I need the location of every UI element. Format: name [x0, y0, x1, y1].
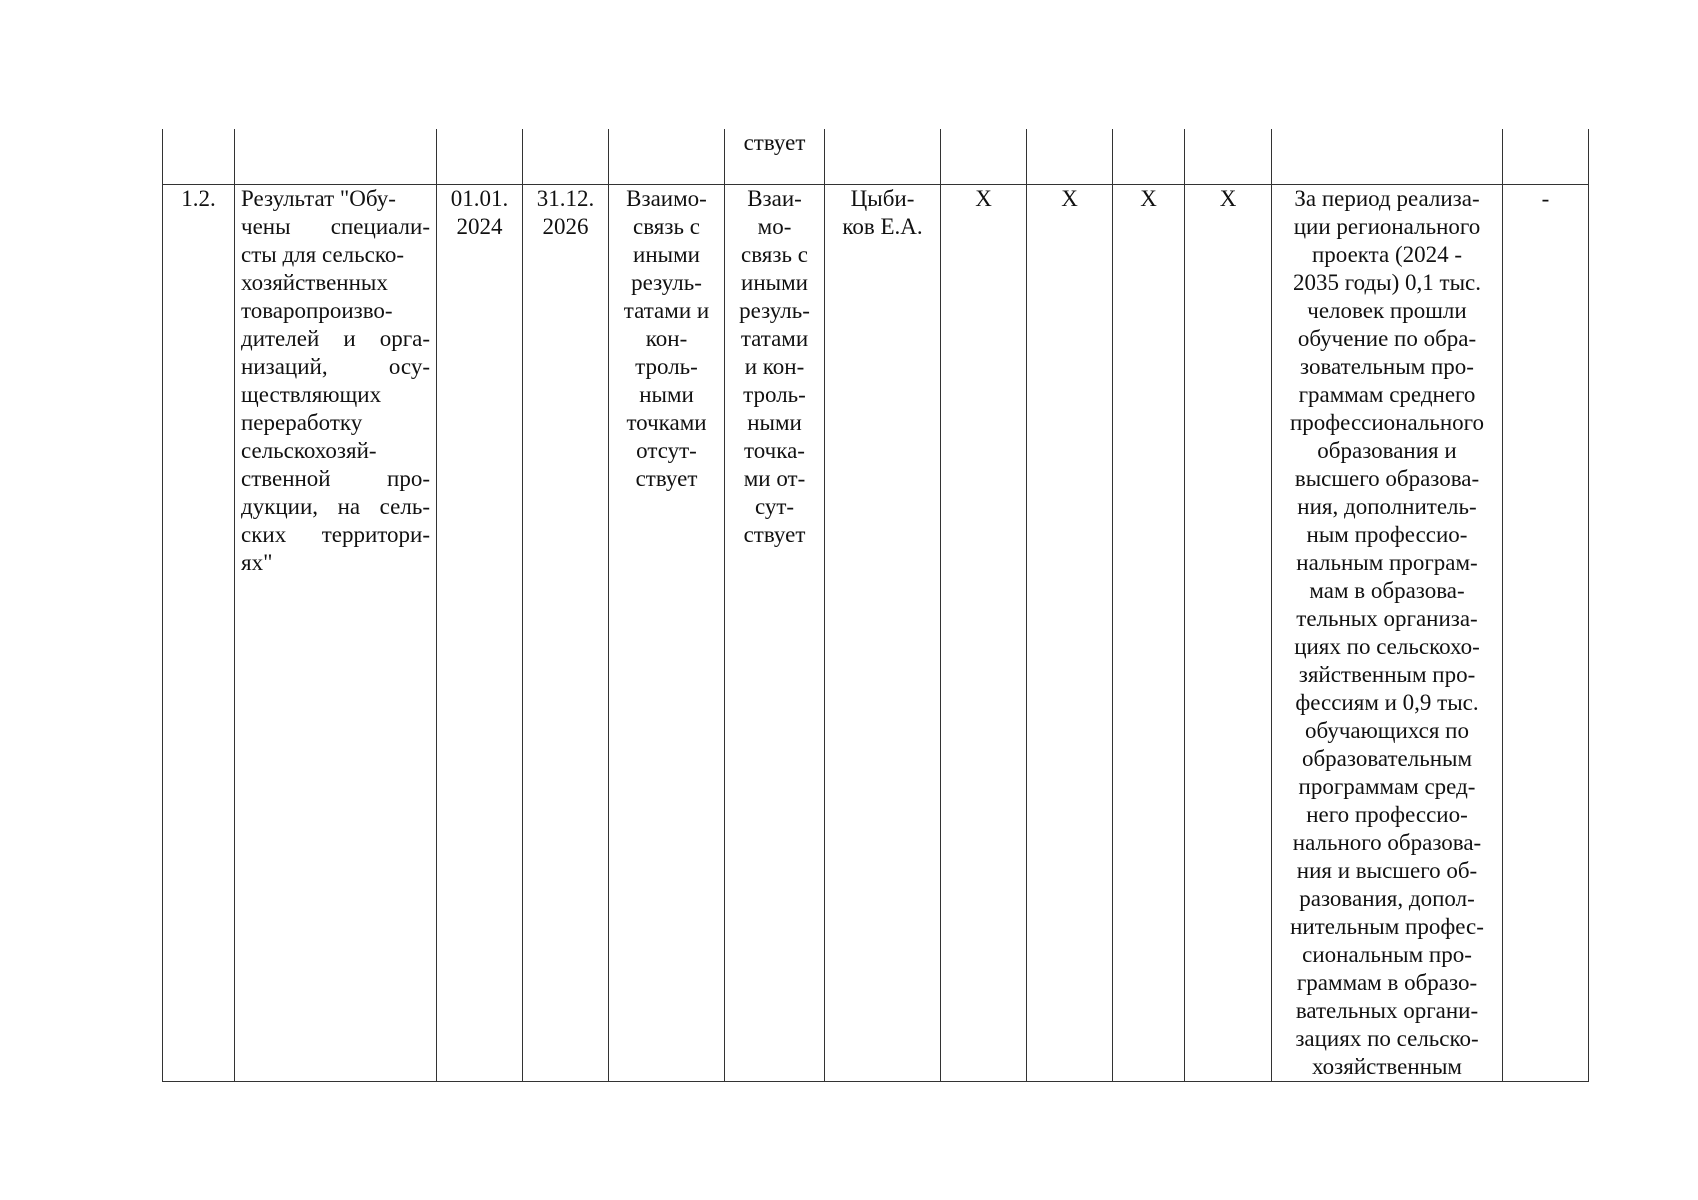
continuation-row: [163, 129, 1589, 185]
result-name-line: товаропроизво-: [241, 298, 393, 323]
cell-empty: [609, 129, 725, 185]
result-name: [235, 185, 437, 1082]
cell-continued-text: ствует: [725, 129, 825, 185]
cell-empty: [1027, 129, 1113, 185]
cell-empty: [941, 129, 1027, 185]
cell-empty: [1113, 129, 1185, 185]
result-name-line: сельскохозяй-: [241, 438, 377, 463]
row-number: 1.2.: [163, 185, 235, 1082]
start-date: 01.01. 2024: [437, 185, 523, 1082]
result-name-line: хозяйственных: [241, 270, 388, 295]
relation-text-2: Взаи- мо- связь с иными резуль- татами и кон- троль- ными точка- ми от- сут- ствует: [725, 185, 825, 1082]
result-name-line: ственной про-: [241, 466, 430, 491]
cell-empty: [1272, 129, 1503, 185]
mark-cell: Х: [1185, 185, 1272, 1082]
table-row: [163, 185, 1589, 1082]
result-name-lines: [241, 185, 430, 577]
result-name-line: ществляющих: [241, 382, 382, 407]
mark-cell: Х: [941, 185, 1027, 1082]
result-name-line: Результат "Обу-: [241, 186, 396, 211]
result-name-line: переработку: [241, 410, 363, 435]
result-name-line: дителей и орга-: [241, 326, 430, 351]
cell-empty: [163, 129, 235, 185]
results-table: [162, 129, 1589, 1082]
cell-empty: [235, 129, 437, 185]
cell-empty: [523, 129, 609, 185]
result-name-line: сты для сельско-: [241, 242, 405, 267]
cell-empty: [437, 129, 523, 185]
result-name-line: ях": [241, 550, 273, 575]
responsible-person: Цыби- ков Е.А.: [825, 185, 941, 1082]
result-name-line: дукции, на сель-: [241, 494, 430, 519]
last-column-value: -: [1503, 185, 1589, 1082]
mark-cell: Х: [1027, 185, 1113, 1082]
cell-empty: [825, 129, 941, 185]
end-date: 31.12. 2026: [523, 185, 609, 1082]
mark-cell: Х: [1113, 185, 1185, 1082]
result-name-line: чены специали-: [241, 214, 430, 239]
result-name-line: ских территори-: [241, 522, 430, 547]
cell-empty: [1185, 129, 1272, 185]
cell-empty: [1503, 129, 1589, 185]
relation-text: Взаимо- связь с иными резуль- татами и кон- троль- ными точками отсут- ствует: [609, 185, 725, 1082]
result-description: За период реализа- ции регионального проекта (2024 - 2035 годы) 0,1 тыс. человек прошли обучение по обра- зовательным про- граммам среднего профессионального образования и высшего образова- ния, дополнитель- ным профессио- нальным програм- мам в образова- тельных организа- циях по сельскохо- зяйственным про- фессиям и 0,9 тыс. обучающихся по образовательным программам сред- него профессио- нального образова- ния и высшего об- разования, допол- нительным профес- сиональным про- граммам в образо- вательных органи- зациях по сельско- хозяйственным: [1272, 185, 1503, 1082]
result-name-line: низаций, осу-: [241, 354, 430, 379]
